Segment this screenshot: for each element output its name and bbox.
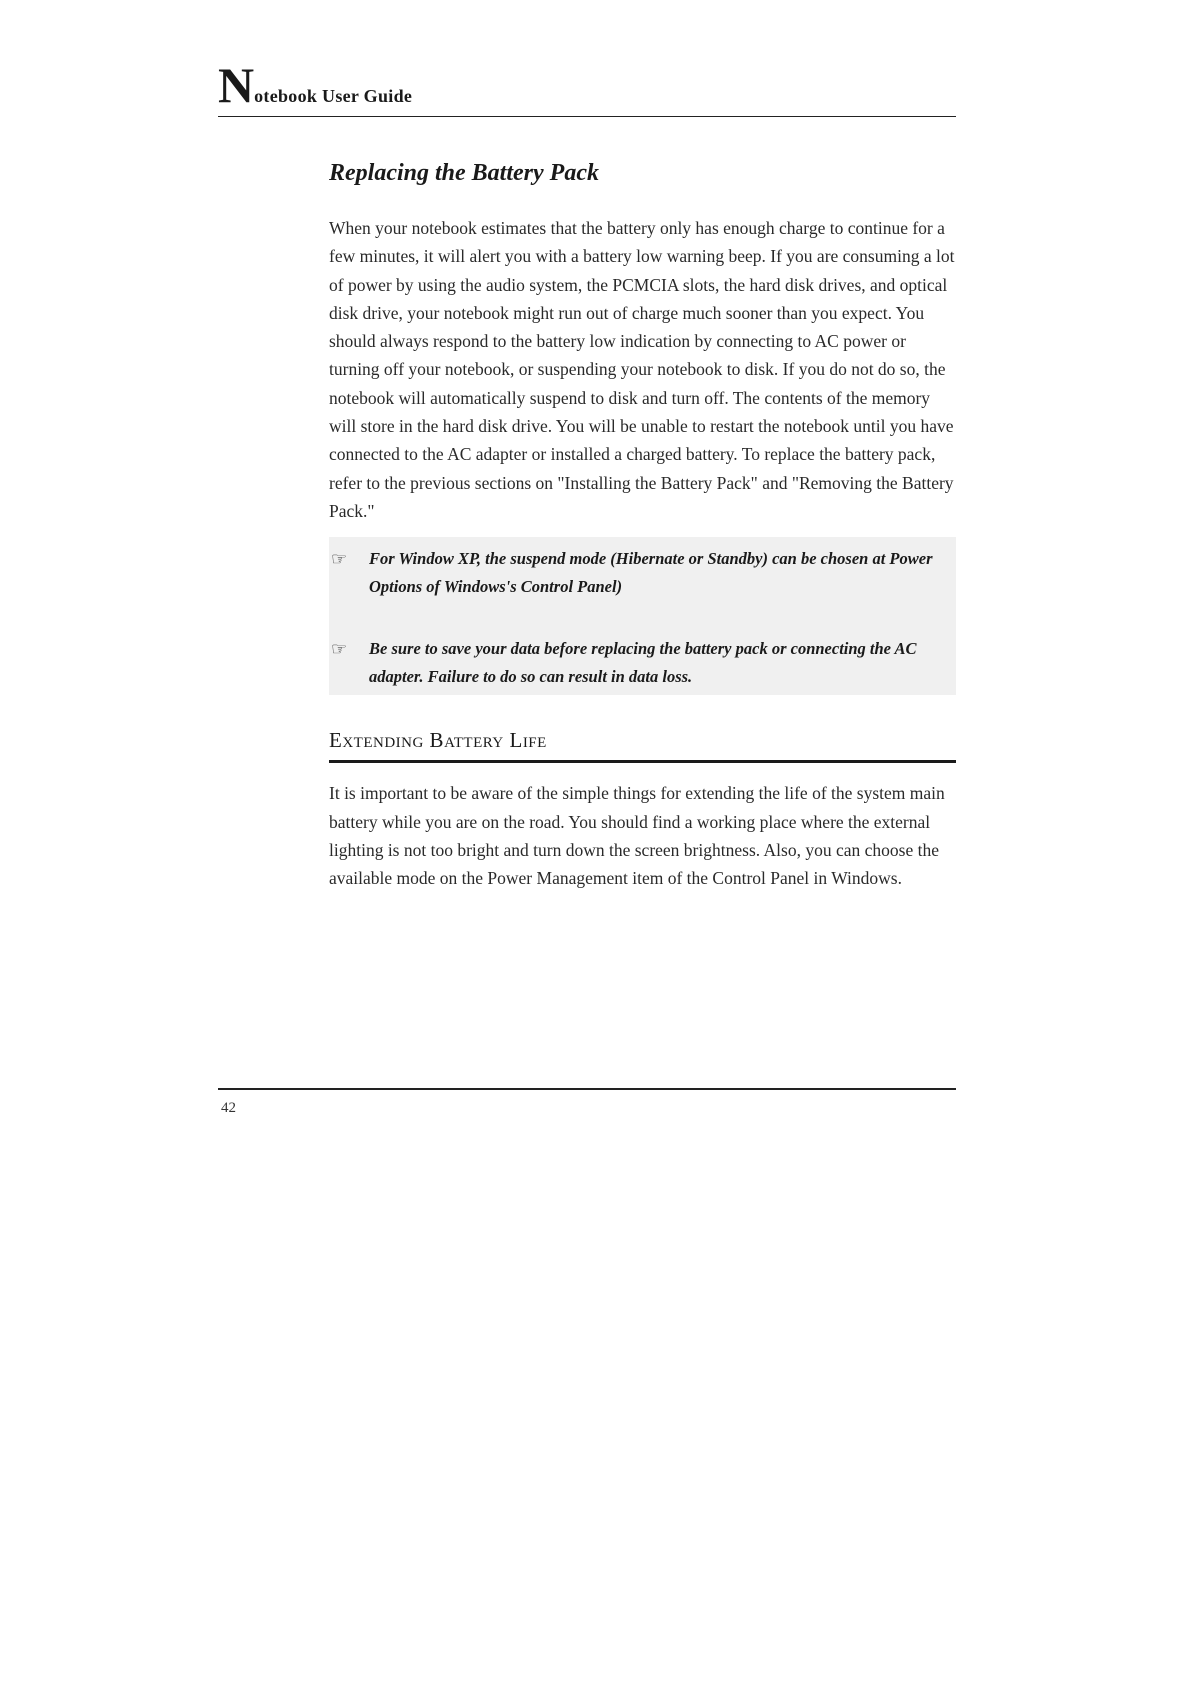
header-title-rest: otebook User Guide: [254, 86, 413, 106]
note-item: [329, 545, 956, 601]
page-header: [218, 57, 956, 116]
note-text: Be sure to save your data before replacing the battery pack or connecting the AC adapter. Failure to do so can result in data loss.: [369, 639, 917, 687]
section-divider: [329, 760, 956, 763]
extending-battery-paragraph: It is important to be aware of the simple things for extending the life of the system main battery while you are on the road. You should find a working place where the external lighting is not too bright and turn down the screen brightness. Also, you can choose the available mode on the Power Management item of the Control Panel in Windows.: [329, 783, 945, 889]
note-pointer-icon: ☞: [331, 639, 348, 660]
header-title-initial: N: [218, 57, 255, 113]
footer-divider: [218, 1088, 956, 1090]
header-title: [218, 57, 413, 113]
notes-box: [329, 537, 956, 695]
header-divider: [218, 116, 956, 117]
note-text: For Window XP, the suspend mode (Hibernate or Standby) can be chosen at Power Options of Windows's Control Panel): [369, 549, 933, 597]
note-item: [329, 635, 956, 691]
note-pointer-icon: ☞: [331, 549, 348, 570]
replacing-battery-paragraph: When your notebook estimates that the battery only has enough charge to continue for a few minutes, it will alert you with a battery low warning beep. If you are consuming a lot of power by using the audio system, the PCMCIA slots, the hard disk drives, and optical disk drive, your notebook might run out of charge much sooner than you expect. You should always respond to the battery low indication by connecting to AC power or turning off your notebook, or suspending your notebook to disk. If you do not do so, the notebook will automatically suspend to disk and turn off. The contents of the memory will store in the hard disk drive. You will be unable to restart the notebook until you have connected to the AC adapter or installed a charged battery. To replace the battery pack, refer to the previous sections on "Installing the Battery Pack" and "Removing the Battery Pack.": [329, 218, 955, 521]
replacing-battery-heading: Replacing the Battery Pack: [329, 160, 599, 186]
page-content: [329, 160, 956, 893]
page-number: 42: [221, 1100, 236, 1116]
extending-battery-heading: Extending Battery Life: [329, 728, 547, 753]
